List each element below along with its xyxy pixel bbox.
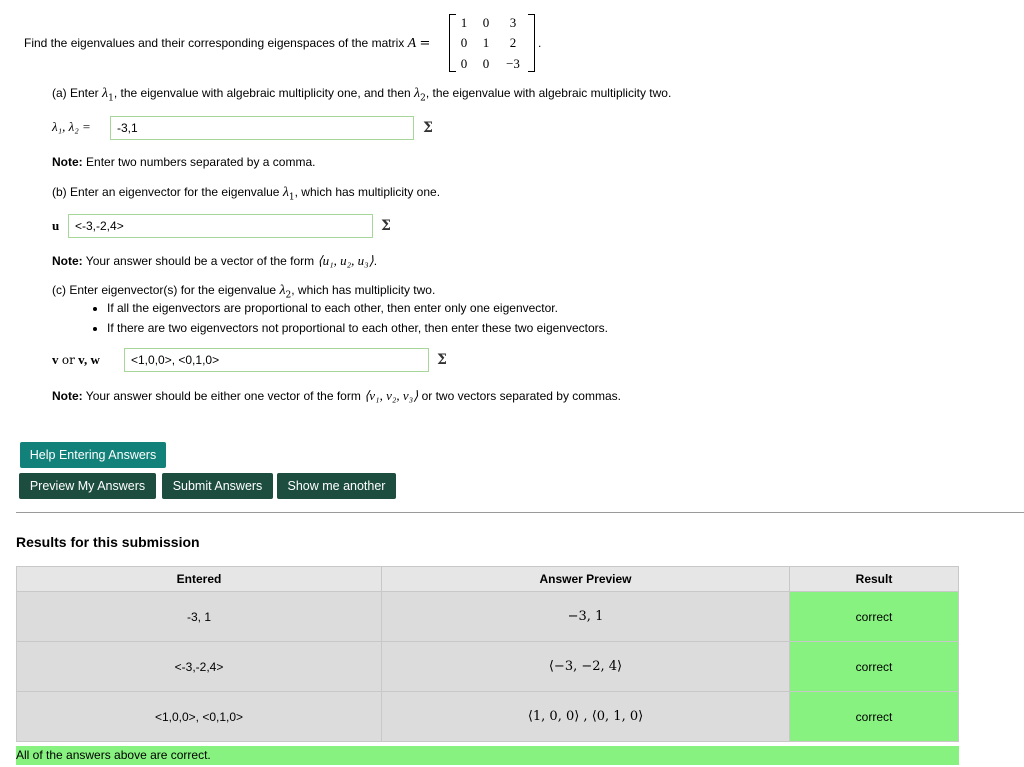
part-c-instructions bbox=[94, 301, 608, 341]
part-c-note: Note: Your answer should be either one vector of the form ⟨v₁, v₂, v₃⟩ or two vectors separated by commas. bbox=[52, 388, 621, 403]
column-header-result: Result bbox=[790, 567, 959, 592]
eigenvalues-input[interactable] bbox=[110, 116, 414, 140]
eigenvectors-vw-input[interactable] bbox=[124, 348, 429, 372]
vw-label: v or v, w bbox=[52, 352, 100, 367]
matrix-cell: −3 bbox=[506, 56, 520, 71]
matrix-symbol: A bbox=[407, 36, 417, 51]
matrix-cell: 0 bbox=[482, 56, 490, 71]
preview-cell: ⟨1, 0, 0⟩ , ⟨0, 1, 0⟩ bbox=[382, 692, 790, 742]
matrix-cell: 1 bbox=[460, 15, 468, 30]
preview-answers-button[interactable]: Preview My Answers bbox=[19, 473, 156, 499]
part-b-note: Note: Your answer should be a vector of the form ⟨u₁, u₂, u₃⟩. bbox=[52, 253, 378, 268]
table-row bbox=[17, 592, 959, 642]
matrix-cell: 0 bbox=[482, 15, 490, 30]
part-a-prompt: (a) Enter $\lambda_1$, the eigenvalue with algebraic multiplicity one, and then $\lambda_2$, the eigenvalue with algebraic multiplicity two. bbox=[52, 86, 672, 104]
matrix-a bbox=[449, 11, 535, 73]
equation-editor-icon[interactable]: Σ bbox=[437, 352, 447, 368]
result-cell: correct bbox=[790, 642, 959, 692]
matrix-cell: 0 bbox=[460, 35, 468, 50]
preview-cell: ⟨−3, −2, 4⟩ bbox=[382, 642, 790, 692]
show-another-button[interactable]: Show me another bbox=[277, 473, 396, 499]
help-entering-answers-button[interactable]: Help Entering Answers bbox=[20, 442, 166, 468]
entered-cell: -3, 1 bbox=[17, 592, 382, 642]
matrix-cell: 2 bbox=[509, 35, 517, 50]
column-header-preview: Answer Preview bbox=[382, 567, 790, 592]
problem-intro: Find the eigenvalues and their corresponding eigenspaces of the matrix A = bbox=[24, 36, 431, 51]
table-header-row bbox=[17, 567, 959, 592]
divider bbox=[16, 512, 1024, 513]
results-table bbox=[16, 566, 959, 742]
column-header-entered: Entered bbox=[17, 567, 382, 592]
equation-editor-icon[interactable]: Σ bbox=[381, 218, 391, 234]
u-label: u bbox=[52, 218, 60, 233]
equals-sign: = bbox=[419, 36, 431, 51]
matrix-cell: 0 bbox=[460, 56, 468, 71]
matrix-cell: 3 bbox=[509, 15, 517, 30]
list-item: • If there are two eigenvectors not proportional to each other, then enter these two eigenvectors. bbox=[107, 321, 608, 335]
eigenvalues-label: λ₁, λ₂ = bbox=[52, 119, 91, 134]
list-item: • If all the eigenvectors are proportional to each other, then enter only one eigenvector. bbox=[107, 301, 608, 315]
part-c-prompt: (c) Enter eigenvector(s) for the eigenvalue $\lambda_2$, which has multiplicity two. bbox=[52, 283, 436, 301]
table-row bbox=[17, 642, 959, 692]
entered-cell: <-3,-2,4> bbox=[17, 642, 382, 692]
preview-cell: −3, 1 bbox=[382, 592, 790, 642]
entered-cell: <1,0,0>, <0,1,0> bbox=[17, 692, 382, 742]
matrix-period: . bbox=[538, 36, 542, 50]
equation-editor-icon[interactable]: Σ bbox=[423, 120, 433, 136]
results-heading: Results for this submission bbox=[16, 534, 200, 550]
part-b-prompt: (b) Enter an eigenvector for the eigenvalue $\lambda_1$, which has multiplicity one. bbox=[52, 185, 441, 203]
all-correct-banner: All of the answers above are correct. bbox=[16, 746, 959, 765]
table-row bbox=[17, 692, 959, 742]
part-a-note: Note: Enter two numbers separated by a comma. bbox=[52, 155, 316, 169]
matrix-cell: 1 bbox=[482, 35, 490, 50]
result-cell: correct bbox=[790, 592, 959, 642]
submit-answers-button[interactable]: Submit Answers bbox=[162, 473, 273, 499]
eigenvector-u-input[interactable] bbox=[68, 214, 373, 238]
result-cell: correct bbox=[790, 692, 959, 742]
